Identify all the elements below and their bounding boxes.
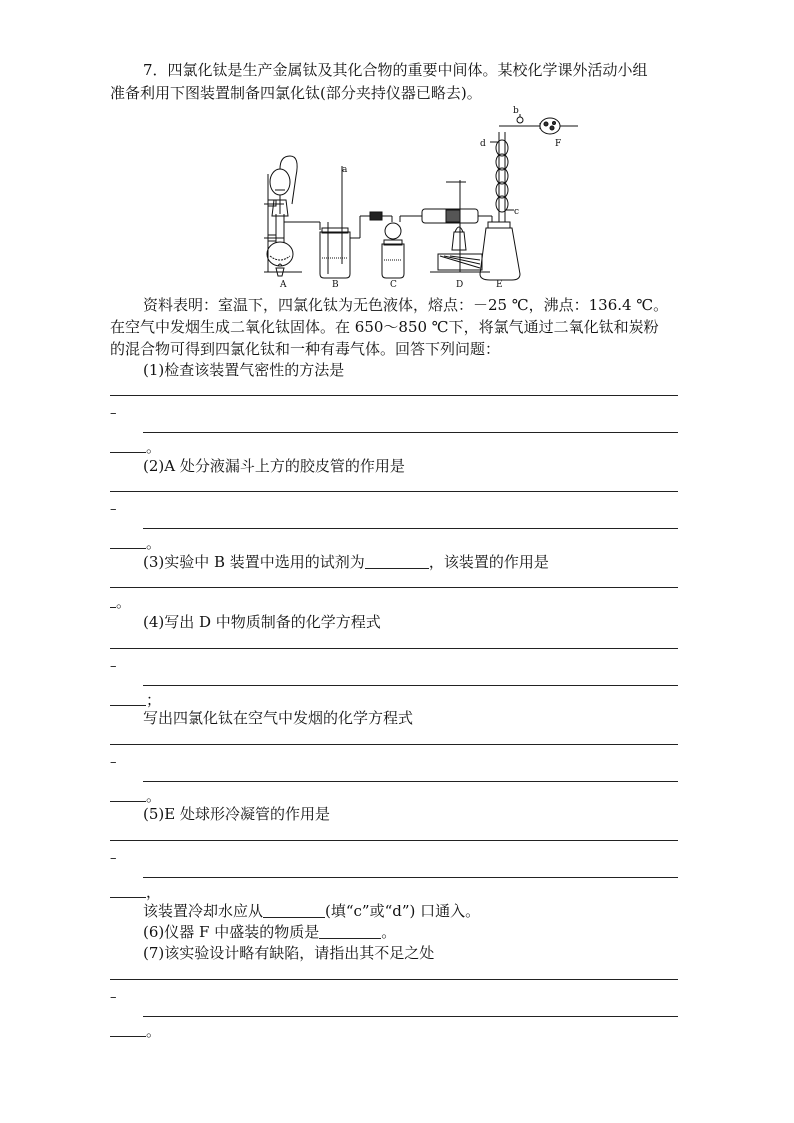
info-line-3: 的混合物可得到四氯化钛和一种有毒气体。回答下列问题：	[110, 340, 501, 358]
end-period-4b: 。	[146, 787, 162, 805]
label-b: B	[332, 280, 339, 290]
apparatus-c	[382, 216, 418, 278]
question-intro-line-1: 7．四氯化钛是生产金属钛及其化合物的重要中间体。某校化学课外活动小组	[143, 61, 648, 79]
end-comma-5: ，	[146, 883, 162, 901]
answer-end-blank-4[interactable]	[110, 705, 146, 706]
question-5b-prefix: 该装置冷却水应从	[143, 902, 264, 920]
instrument-f-substance-blank[interactable]	[319, 923, 381, 939]
dash-mark-7: –	[110, 990, 117, 1005]
cooling-water-inlet-blank[interactable]	[263, 902, 325, 918]
answer-line-4a[interactable]	[110, 648, 678, 649]
answer-line-4b[interactable]	[143, 685, 678, 686]
question-1: (1)检查该装置气密性的方法是	[143, 361, 345, 379]
ball-condenser	[496, 140, 508, 212]
question-3-suffix: ，该装置的作用是	[428, 553, 549, 571]
label-c-lower: c	[514, 207, 520, 217]
rubber-tube-a	[280, 156, 297, 204]
apparatus-diagram	[250, 104, 590, 290]
question-intro-line-2: 准备利用下图装置制备四氯化钛(部分夹持仪器已略去)。	[110, 84, 482, 102]
answer-line-4d[interactable]	[143, 781, 678, 782]
bottle-b	[320, 232, 350, 278]
round-flask-a	[267, 242, 293, 266]
answer-line-1b[interactable]	[143, 432, 678, 433]
question-7: (7)该实验设计略有缺陷，请指出其不足之处	[143, 944, 435, 962]
apparatus-a	[264, 156, 320, 276]
answer-end-blank-5[interactable]	[110, 897, 146, 898]
question-5b-suffix: (填“c”或“d”) 口通入。	[325, 902, 481, 920]
apparatus-e	[480, 114, 532, 280]
answer-line-3a[interactable]	[110, 587, 678, 588]
answer-line-2a[interactable]	[110, 491, 678, 492]
info-line-1: 资料表明：室温下，四氯化钛为无色液体，熔点：－25 ℃，沸点：136.4 ℃。	[143, 296, 669, 314]
dash-mark-4b: –	[110, 755, 117, 770]
question-3	[143, 552, 549, 573]
apparatus-b	[320, 166, 370, 278]
info-line-2: 在空气中发烟生成二氧化钛固体。在 650～850 ℃下，将氯气通过二氧化钛和炭粉	[110, 318, 659, 336]
end-period-3: 。	[116, 593, 132, 611]
dash-mark-1: –	[110, 406, 117, 421]
label-d: D	[456, 280, 464, 290]
end-period-1: 。	[146, 438, 162, 456]
answer-line-7a[interactable]	[110, 979, 678, 980]
question-4: (4)写出 D 中物质制备的化学方程式	[143, 613, 381, 631]
answer-end-blank-7[interactable]	[110, 1036, 146, 1037]
end-semicolon-4: ；	[146, 691, 162, 709]
label-a: A	[280, 280, 287, 290]
end-period-2: 。	[146, 534, 162, 552]
question-6	[143, 922, 396, 943]
label-a-lower: a	[342, 165, 348, 175]
label-e: E	[496, 280, 503, 290]
drying-tube-f	[540, 118, 560, 134]
answer-line-7b[interactable]	[143, 1016, 678, 1017]
question-5: (5)E 处球形冷凝管的作用是	[143, 805, 330, 823]
label-f: F	[555, 139, 562, 149]
label-c: C	[390, 280, 397, 290]
question-6-prefix: (6)仪器 F 中盛装的物质是	[143, 923, 320, 941]
answer-end-blank-4b[interactable]	[110, 801, 146, 802]
question-2: (2)A 处分液漏斗上方的胶皮管的作用是	[143, 457, 405, 475]
dash-mark-2: –	[110, 502, 117, 517]
question-3-prefix: (3)实验中 B 装置中选用的试剂为	[143, 553, 365, 571]
reagent-b-blank[interactable]	[365, 553, 429, 569]
answer-line-4c[interactable]	[110, 744, 678, 745]
question-5b	[143, 901, 480, 922]
question-6-suffix: 。	[381, 923, 397, 941]
apparatus-d	[418, 180, 492, 272]
end-period-7: 。	[146, 1022, 162, 1040]
apparatus-f	[532, 118, 578, 134]
label-d-lower: d	[480, 139, 486, 149]
dash-mark-5: –	[110, 851, 117, 866]
answer-line-5b[interactable]	[143, 877, 678, 878]
answer-line-5a[interactable]	[110, 840, 678, 841]
answer-end-blank-2[interactable]	[110, 548, 146, 549]
answer-line-2b[interactable]	[143, 528, 678, 529]
label-b-lower: b	[513, 106, 519, 116]
question-4b: 写出四氯化钛在空气中发烟的化学方程式	[143, 709, 414, 727]
dash-mark-4: –	[110, 659, 117, 674]
bottle-c	[382, 244, 404, 278]
answer-line-1a[interactable]	[110, 395, 678, 396]
answer-end-blank-1[interactable]	[110, 452, 146, 453]
rubber-connector	[370, 212, 382, 220]
